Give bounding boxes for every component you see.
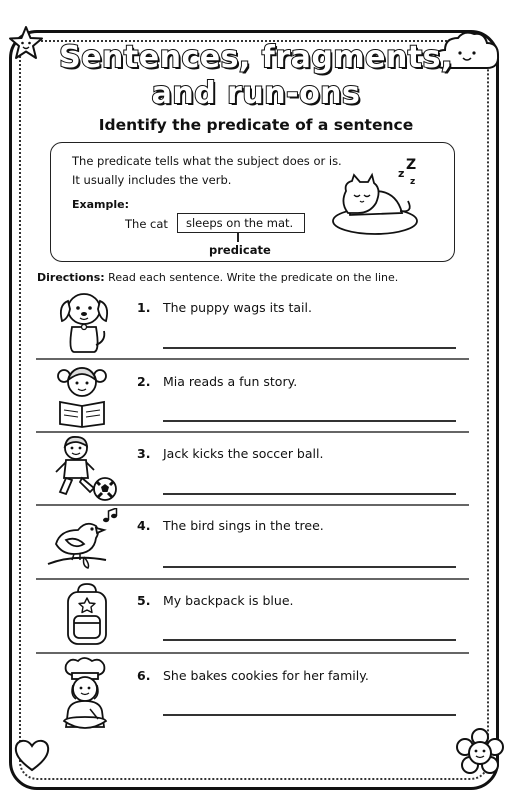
question-number: 3. (137, 446, 151, 461)
page-title-line-1: Sentences, fragments, (59, 40, 453, 75)
question-sentence: She bakes cookies for her family. (163, 668, 369, 683)
question-number: 4. (137, 518, 151, 533)
answer-line-4[interactable] (163, 566, 456, 568)
item-divider (36, 431, 469, 433)
definition-line-1: The predicate tells what the subject does or is. (72, 154, 342, 168)
answer-line-2[interactable] (163, 420, 456, 422)
question-6 (137, 668, 369, 683)
boy-soccer-icon (50, 434, 118, 502)
definition-line-2: It usually includes the verb. (72, 173, 232, 187)
directions-body: Read each sentence. Write the predicate on the line. (104, 271, 399, 284)
example-subject: The cat (125, 217, 168, 231)
example-label: Example: (72, 198, 129, 211)
answer-line-6[interactable] (163, 714, 456, 716)
backpack-icon (60, 582, 114, 648)
bird-icon (44, 508, 120, 572)
question-number: 5. (137, 593, 151, 608)
sleeping-cat-icon (330, 151, 440, 241)
question-sentence: The puppy wags its tail. (163, 300, 312, 315)
svg-text:z: z (398, 167, 405, 180)
girl-reading-icon (52, 362, 112, 428)
question-number: 2. (137, 374, 151, 389)
item-divider (36, 358, 469, 360)
question-4 (137, 518, 324, 533)
question-sentence: Jack kicks the soccer ball. (163, 446, 324, 461)
item-divider (36, 504, 469, 506)
answer-line-3[interactable] (163, 493, 456, 495)
question-2 (137, 374, 297, 389)
worksheet-subtitle: Identify the predicate of a sentence (98, 116, 414, 134)
item-divider (36, 578, 469, 580)
question-sentence: The bird sings in the tree. (163, 518, 324, 533)
question-3 (137, 446, 323, 461)
predicate-label: predicate (209, 243, 271, 257)
directions-text (37, 271, 398, 284)
question-sentence: My backpack is blue. (163, 593, 294, 608)
directions-label: Directions: (37, 271, 105, 284)
answer-line-5[interactable] (163, 639, 456, 641)
page-title-line-2: and run-ons (151, 76, 361, 111)
answer-line-1[interactable] (163, 347, 456, 349)
question-sentence: Mia reads a fun story. (163, 374, 298, 389)
example-predicate: sleeps on the mat. (177, 213, 305, 233)
question-number: 6. (137, 668, 151, 683)
question-number: 1. (137, 300, 151, 315)
svg-text:z: z (410, 177, 416, 187)
svg-text:Z: Z (406, 157, 417, 173)
heart-icon (12, 735, 52, 773)
question-5 (137, 593, 294, 608)
question-1 (137, 300, 312, 315)
puppy-icon (54, 287, 114, 355)
baker-icon (54, 655, 116, 739)
item-divider (36, 652, 469, 654)
flower-icon (455, 728, 505, 778)
predicate-pointer (237, 233, 239, 242)
